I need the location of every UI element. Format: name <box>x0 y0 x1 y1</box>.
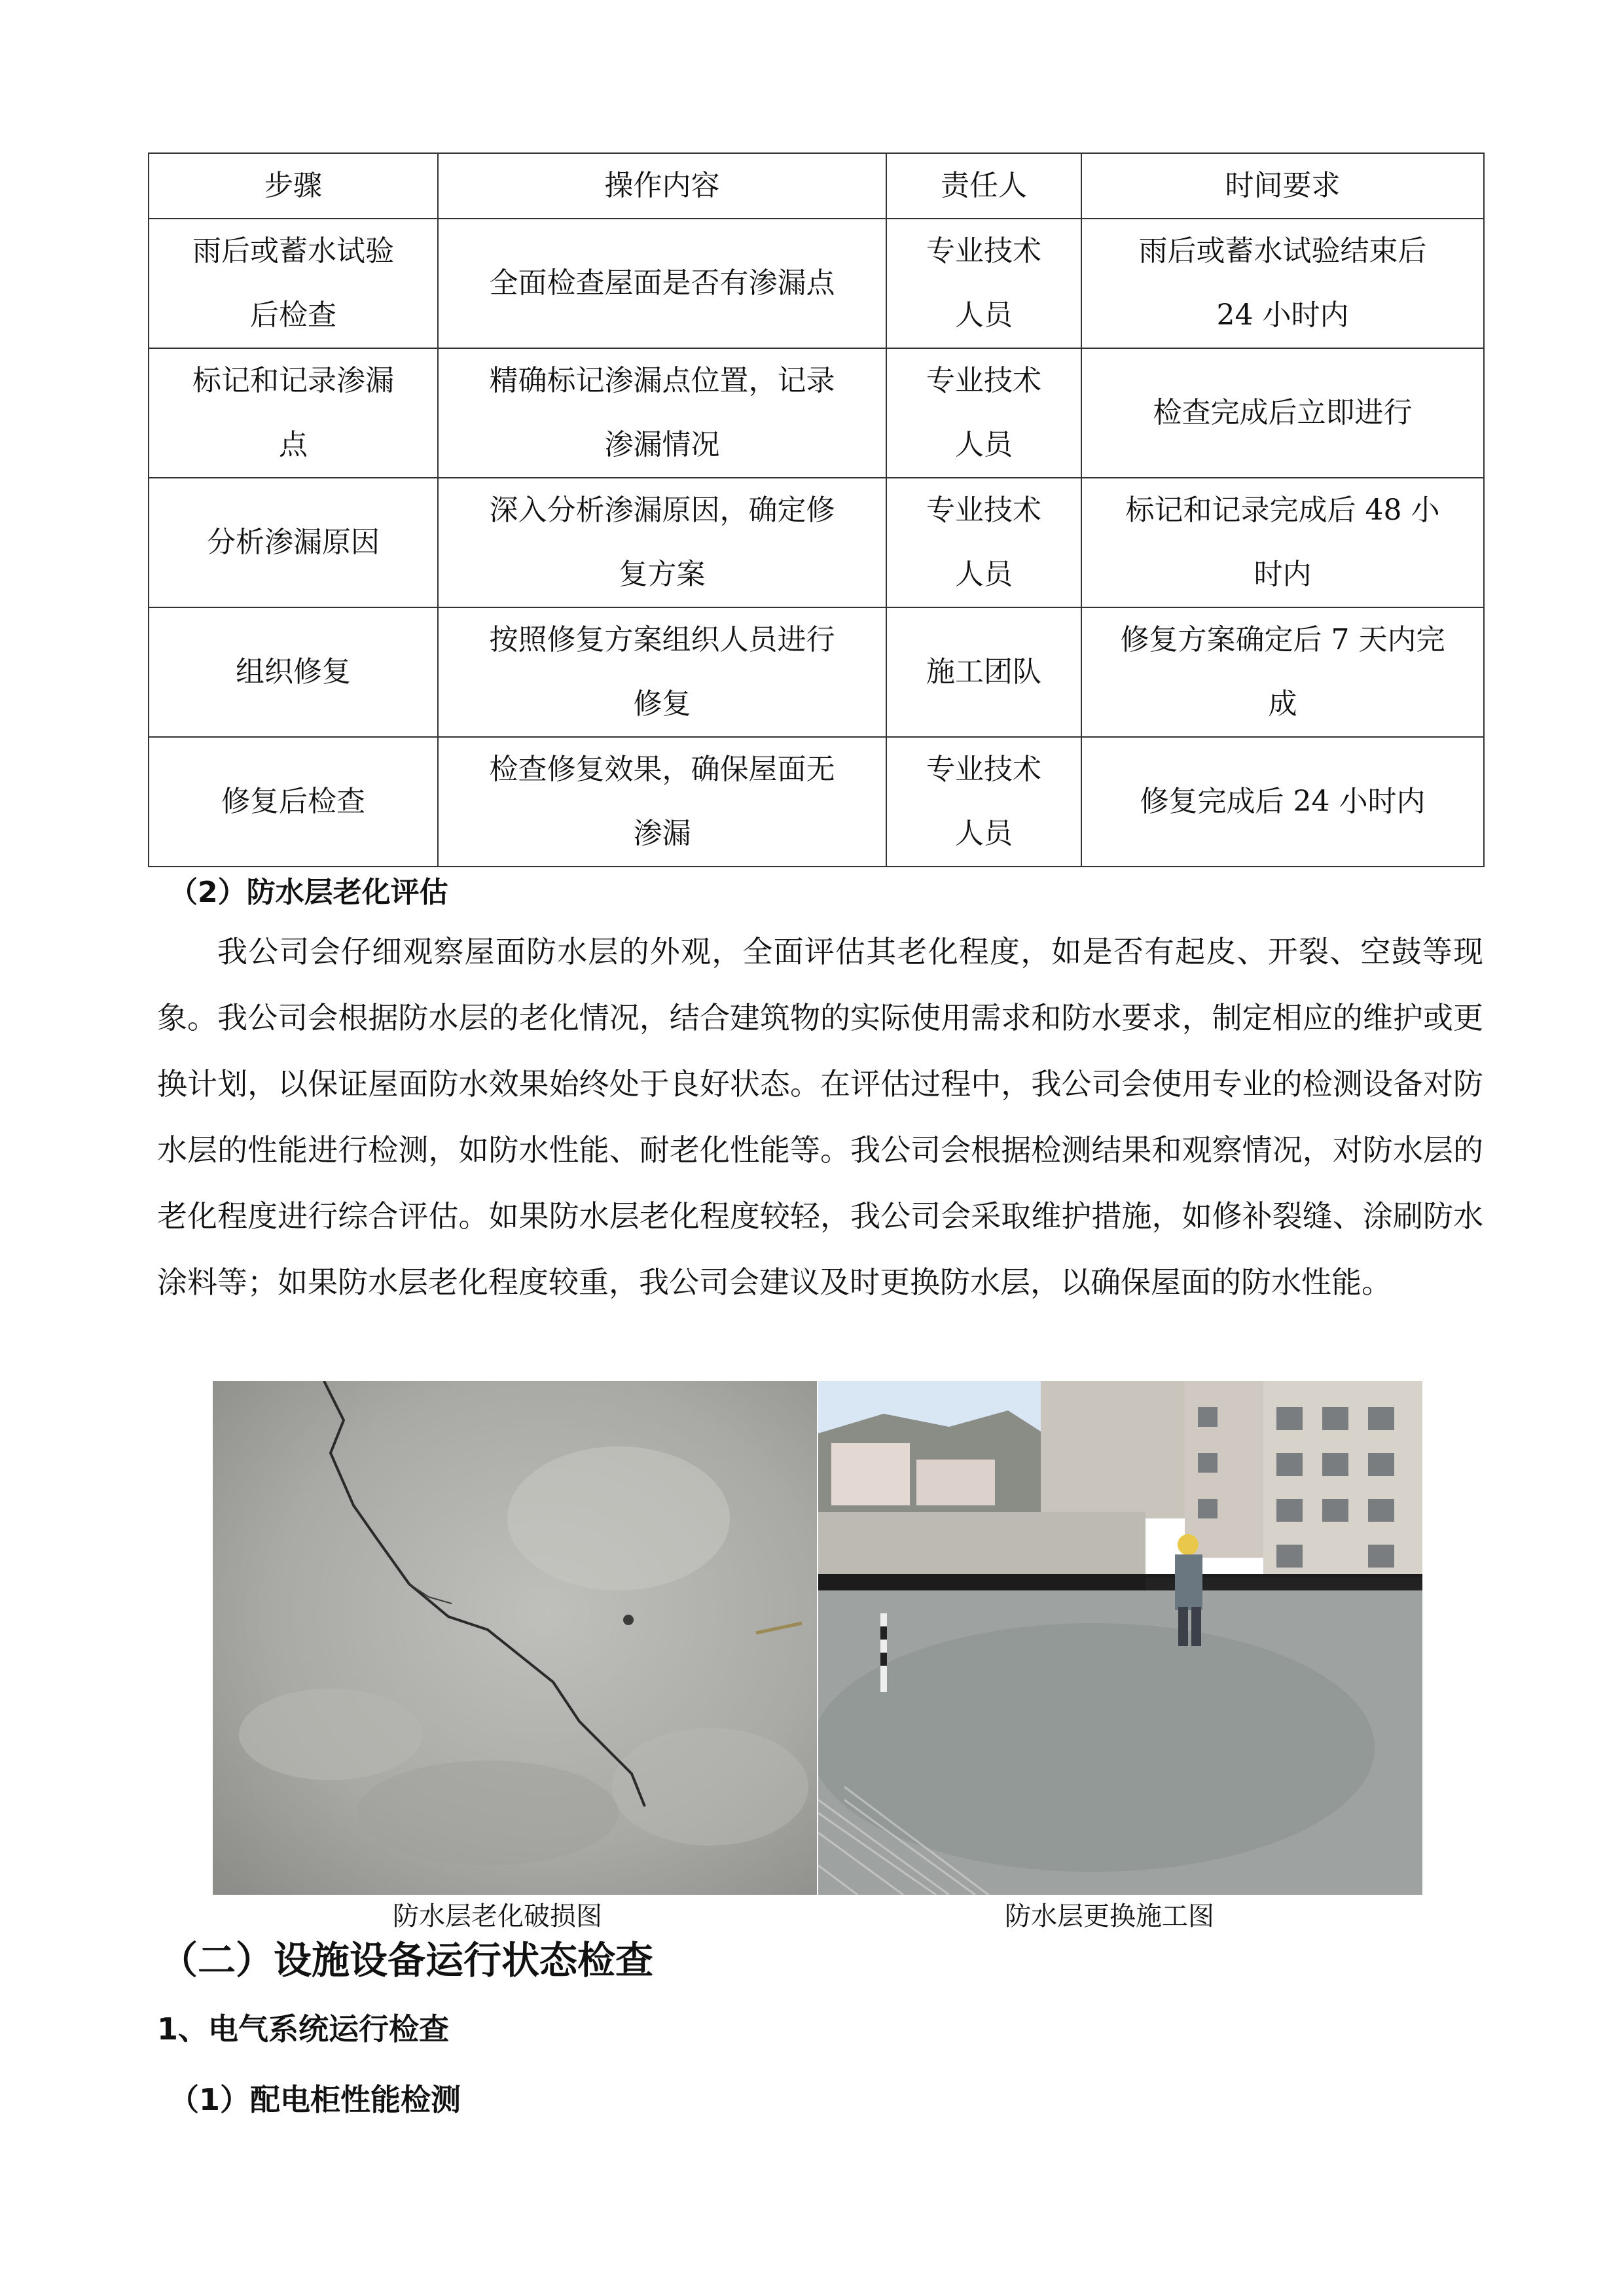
table-cell: 专业技术 人员 <box>886 219 1081 348</box>
caption-aged-waterproof: 防水层老化破损图 <box>393 1901 602 1931</box>
header-step: 步骤 <box>149 153 438 219</box>
waterproof-replacement-photo <box>818 1381 1422 1895</box>
header-time: 时间要求 <box>1081 153 1484 219</box>
table-cell: 标记和记录渗漏 点 <box>149 348 438 478</box>
table-cell: 修复后检查 <box>149 737 438 867</box>
section-heading: （二）设施设备运行状态检查 <box>160 1938 654 1982</box>
table-cell: 修复完成后 24 小时内 <box>1081 737 1484 867</box>
table-header-row <box>149 153 1484 219</box>
aged-waterproof-photo <box>213 1381 817 1895</box>
table-row <box>149 607 1484 737</box>
table-cell: 修复方案确定后 7 天内完 成 <box>1081 607 1484 737</box>
procedure-table <box>148 152 1485 867</box>
table-cell: 检查完成后立即进行 <box>1081 348 1484 478</box>
heading-electrical: 1、电气系统运行检查 <box>157 2011 450 2047</box>
subheading-distribution-cabinet: （1）配电柜性能检测 <box>169 2082 461 2117</box>
table-cell: 分析渗漏原因 <box>149 478 438 607</box>
table-cell: 深入分析渗漏原因，确定修 复方案 <box>438 478 886 607</box>
table-row <box>149 478 1484 607</box>
header-operation: 操作内容 <box>438 153 886 219</box>
table-cell: 组织修复 <box>149 607 438 737</box>
table-row <box>149 737 1484 867</box>
caption-replacement: 防水层更换施工图 <box>1005 1901 1214 1931</box>
table-cell: 专业技术 人员 <box>886 478 1081 607</box>
table-row <box>149 348 1484 478</box>
body-paragraph: 我公司会仔细观察屋面防水层的外观，全面评估其老化程度，如是否有起皮、开裂、空鼓等现象。我公司会根据防水层的老化情况，结合建筑物的实际使用需求和防水要求，制定相应的维护或更换计划，以保证屋面防水效果始终处于良好状态。在评估过程中，我公司会使用专业的检测设备对防水层的性能进行检测，如防水性能、耐老化性能等。我公司会根据检测结果和观察情况，对防水层的老化程度进行综合评估。如果防水层老化程度较轻，我公司会采取维护措施，如修补裂缝、涂刷防水涂料等；如果防水层老化程度较重，我公司会建议及时更换防水层，以确保屋面的防水性能。 <box>157 934 1483 1300</box>
table-cell: 精确标记渗漏点位置，记录 渗漏情况 <box>438 348 886 478</box>
table-cell: 全面检查屋面是否有渗漏点 <box>438 219 886 348</box>
table-cell: 按照修复方案组织人员进行 修复 <box>438 607 886 737</box>
table-cell: 专业技术 人员 <box>886 348 1081 478</box>
table-cell: 检查修复效果，确保屋面无 渗漏 <box>438 737 886 867</box>
header-responsible: 责任人 <box>886 153 1081 219</box>
table-cell: 施工团队 <box>886 607 1081 737</box>
table-cell: 雨后或蓄水试验结束后 24 小时内 <box>1081 219 1484 348</box>
table-cell: 标记和记录完成后 48 小 时内 <box>1081 478 1484 607</box>
table-row <box>149 219 1484 348</box>
table-cell: 雨后或蓄水试验 后检查 <box>149 219 438 348</box>
subheading-aging-assessment: （2）防水层老化评估 <box>169 876 448 909</box>
table-cell: 专业技术 人员 <box>886 737 1081 867</box>
